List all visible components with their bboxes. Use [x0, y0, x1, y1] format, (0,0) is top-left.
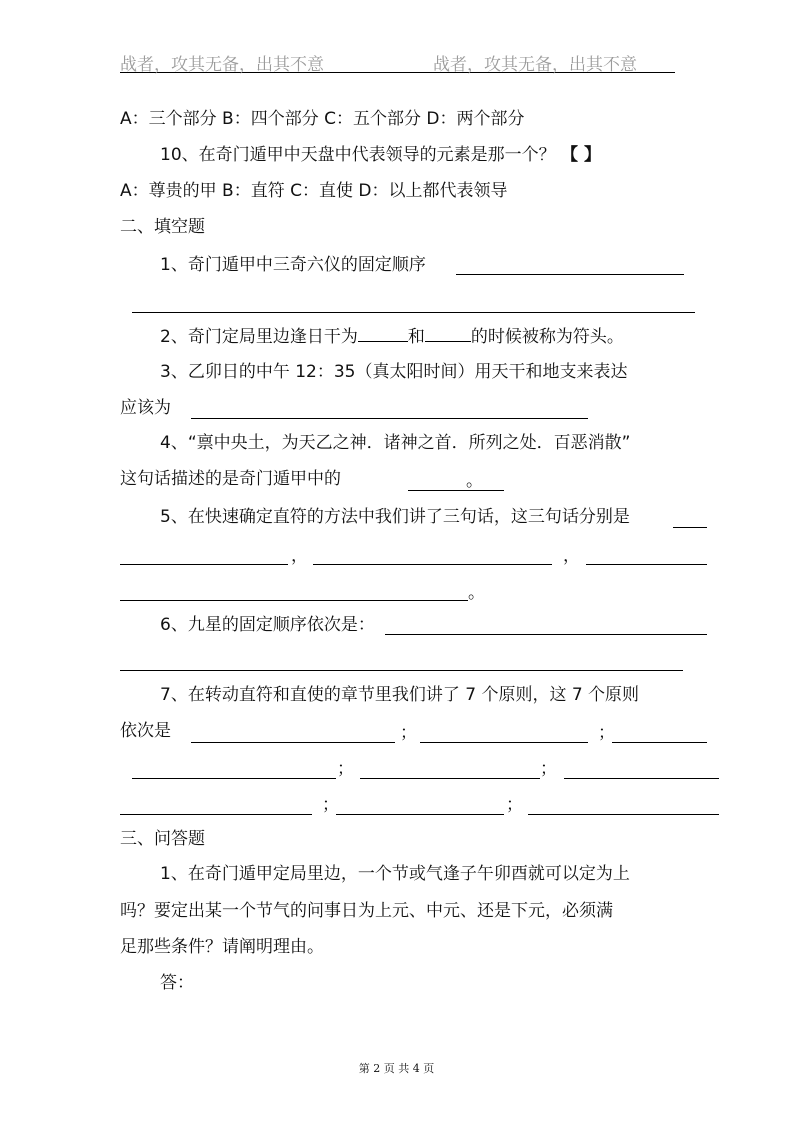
s2-q7-text-b: 依次是: [120, 721, 171, 741]
s2-q5-comma-1: ，: [291, 546, 308, 566]
q10-options: A：尊贵的甲 B：直符 C：直使 D：以上都代表领导: [120, 181, 508, 201]
s2-q7-blank-8[interactable]: [336, 814, 504, 815]
s2-q7-text-a: 7、在转动直符和直使的章节里我们讲了 7 个原则，这 7 个原则: [160, 685, 640, 705]
s2-q7-blank-7[interactable]: [120, 814, 312, 815]
s2-q6-blank-2[interactable]: [120, 670, 683, 671]
s2-q2-blank-2[interactable]: [425, 325, 471, 342]
s2-q4-text-b: 这句话描述的是奇门遁甲中的: [120, 469, 341, 489]
s2-q7-blank-4[interactable]: [132, 778, 336, 779]
s2-q4-blank[interactable]: [408, 490, 504, 491]
s2-q2: [160, 325, 624, 348]
s2-q7-blank-5[interactable]: [360, 778, 540, 779]
s2-q5-blank-1[interactable]: [673, 527, 707, 528]
s3-q1-line-1: 1、在奇门遁甲定局里边，一个节或气逢子午卯酉就可以定为上: [160, 864, 630, 884]
s2-q1-text: 1、奇门遁甲中三奇六仪的固定顺序: [160, 255, 426, 275]
s2-q3-text-a: 3、乙卯日的中午 12：35（真太阳时间）用天干和地支来表达: [160, 362, 628, 382]
s2-q4-text-a: 4、“禀中央土，为天乙之神．诸神之首．所列之处．百恶消散”: [160, 433, 631, 453]
section3-title: 三、问答题: [120, 829, 205, 849]
q10-question: [160, 144, 601, 166]
s2-q2-text-c: 的时候被称为符头。: [470, 327, 624, 347]
s2-q7-semicolon-3: ；: [337, 759, 354, 779]
s2-q5-blank-3[interactable]: [313, 564, 552, 565]
q10-answer-bracket: 【 】: [561, 145, 601, 165]
s2-q2-text-a: 2、奇门定局里边逢日干为: [160, 327, 358, 347]
s2-q7-blank-3[interactable]: [612, 742, 707, 743]
s2-q6-blank-1[interactable]: [385, 634, 707, 635]
q10-text: 10、在奇门遁甲中天盘中代表领导的元素是那一个？: [160, 145, 556, 165]
q9-options: A：三个部分 B：四个部分 C：五个部分 D：两个部分: [120, 109, 525, 129]
s2-q5-period: 。: [468, 583, 485, 603]
s2-q1-blank-1[interactable]: [456, 274, 684, 275]
s2-q2-text-b: 和: [407, 327, 425, 347]
s2-q7-blank-2[interactable]: [420, 742, 588, 743]
s2-q7-semicolon-1: ；: [400, 723, 417, 743]
s2-q6-text: 6、九星的固定顺序依次是：: [160, 615, 375, 635]
s2-q4-period: 。: [466, 471, 483, 491]
s2-q5-blank-5[interactable]: [120, 600, 468, 601]
s2-q7-blank-9[interactable]: [528, 814, 719, 815]
s3-q1-line-3: 足那些条件？请阐明理由。: [120, 937, 324, 957]
s2-q5-blank-4[interactable]: [586, 564, 707, 565]
s2-q7-semicolon-5: ；: [322, 795, 339, 815]
s3-q1-line-2: 吗？要定出某一个节气的问事日为上元、中元、还是下元，必须满: [120, 901, 613, 921]
s2-q3-text-b: 应该为: [120, 398, 171, 418]
s2-q7-semicolon-6: ；: [506, 795, 523, 815]
s2-q7-semicolon-4: ；: [540, 759, 557, 779]
s2-q7-blank-1[interactable]: [191, 742, 395, 743]
page-number-footer: 第 2 页 共 4 页: [358, 1062, 435, 1075]
s2-q7-semicolon-2: ；: [598, 723, 615, 743]
header-motto-right: 战者，攻其无备，出其不意: [433, 55, 637, 75]
s2-q1-blank-2[interactable]: [132, 312, 695, 313]
s2-q5-blank-2[interactable]: [120, 564, 288, 565]
s2-q7-blank-6[interactable]: [564, 778, 719, 779]
page-header: [120, 46, 675, 73]
s3-answer-label: 答：: [160, 973, 194, 993]
header-motto-left: 战者，攻其无备，出其不意: [120, 55, 324, 75]
s2-q3-blank[interactable]: [191, 418, 588, 419]
s2-q2-blank-1[interactable]: [358, 325, 408, 342]
s2-q5-text: 5、在快速确定直符的方法中我们讲了三句话，这三句话分别是: [160, 507, 630, 527]
s2-q5-comma-2: ，: [563, 546, 580, 566]
section2-title: 二、填空题: [120, 217, 205, 237]
